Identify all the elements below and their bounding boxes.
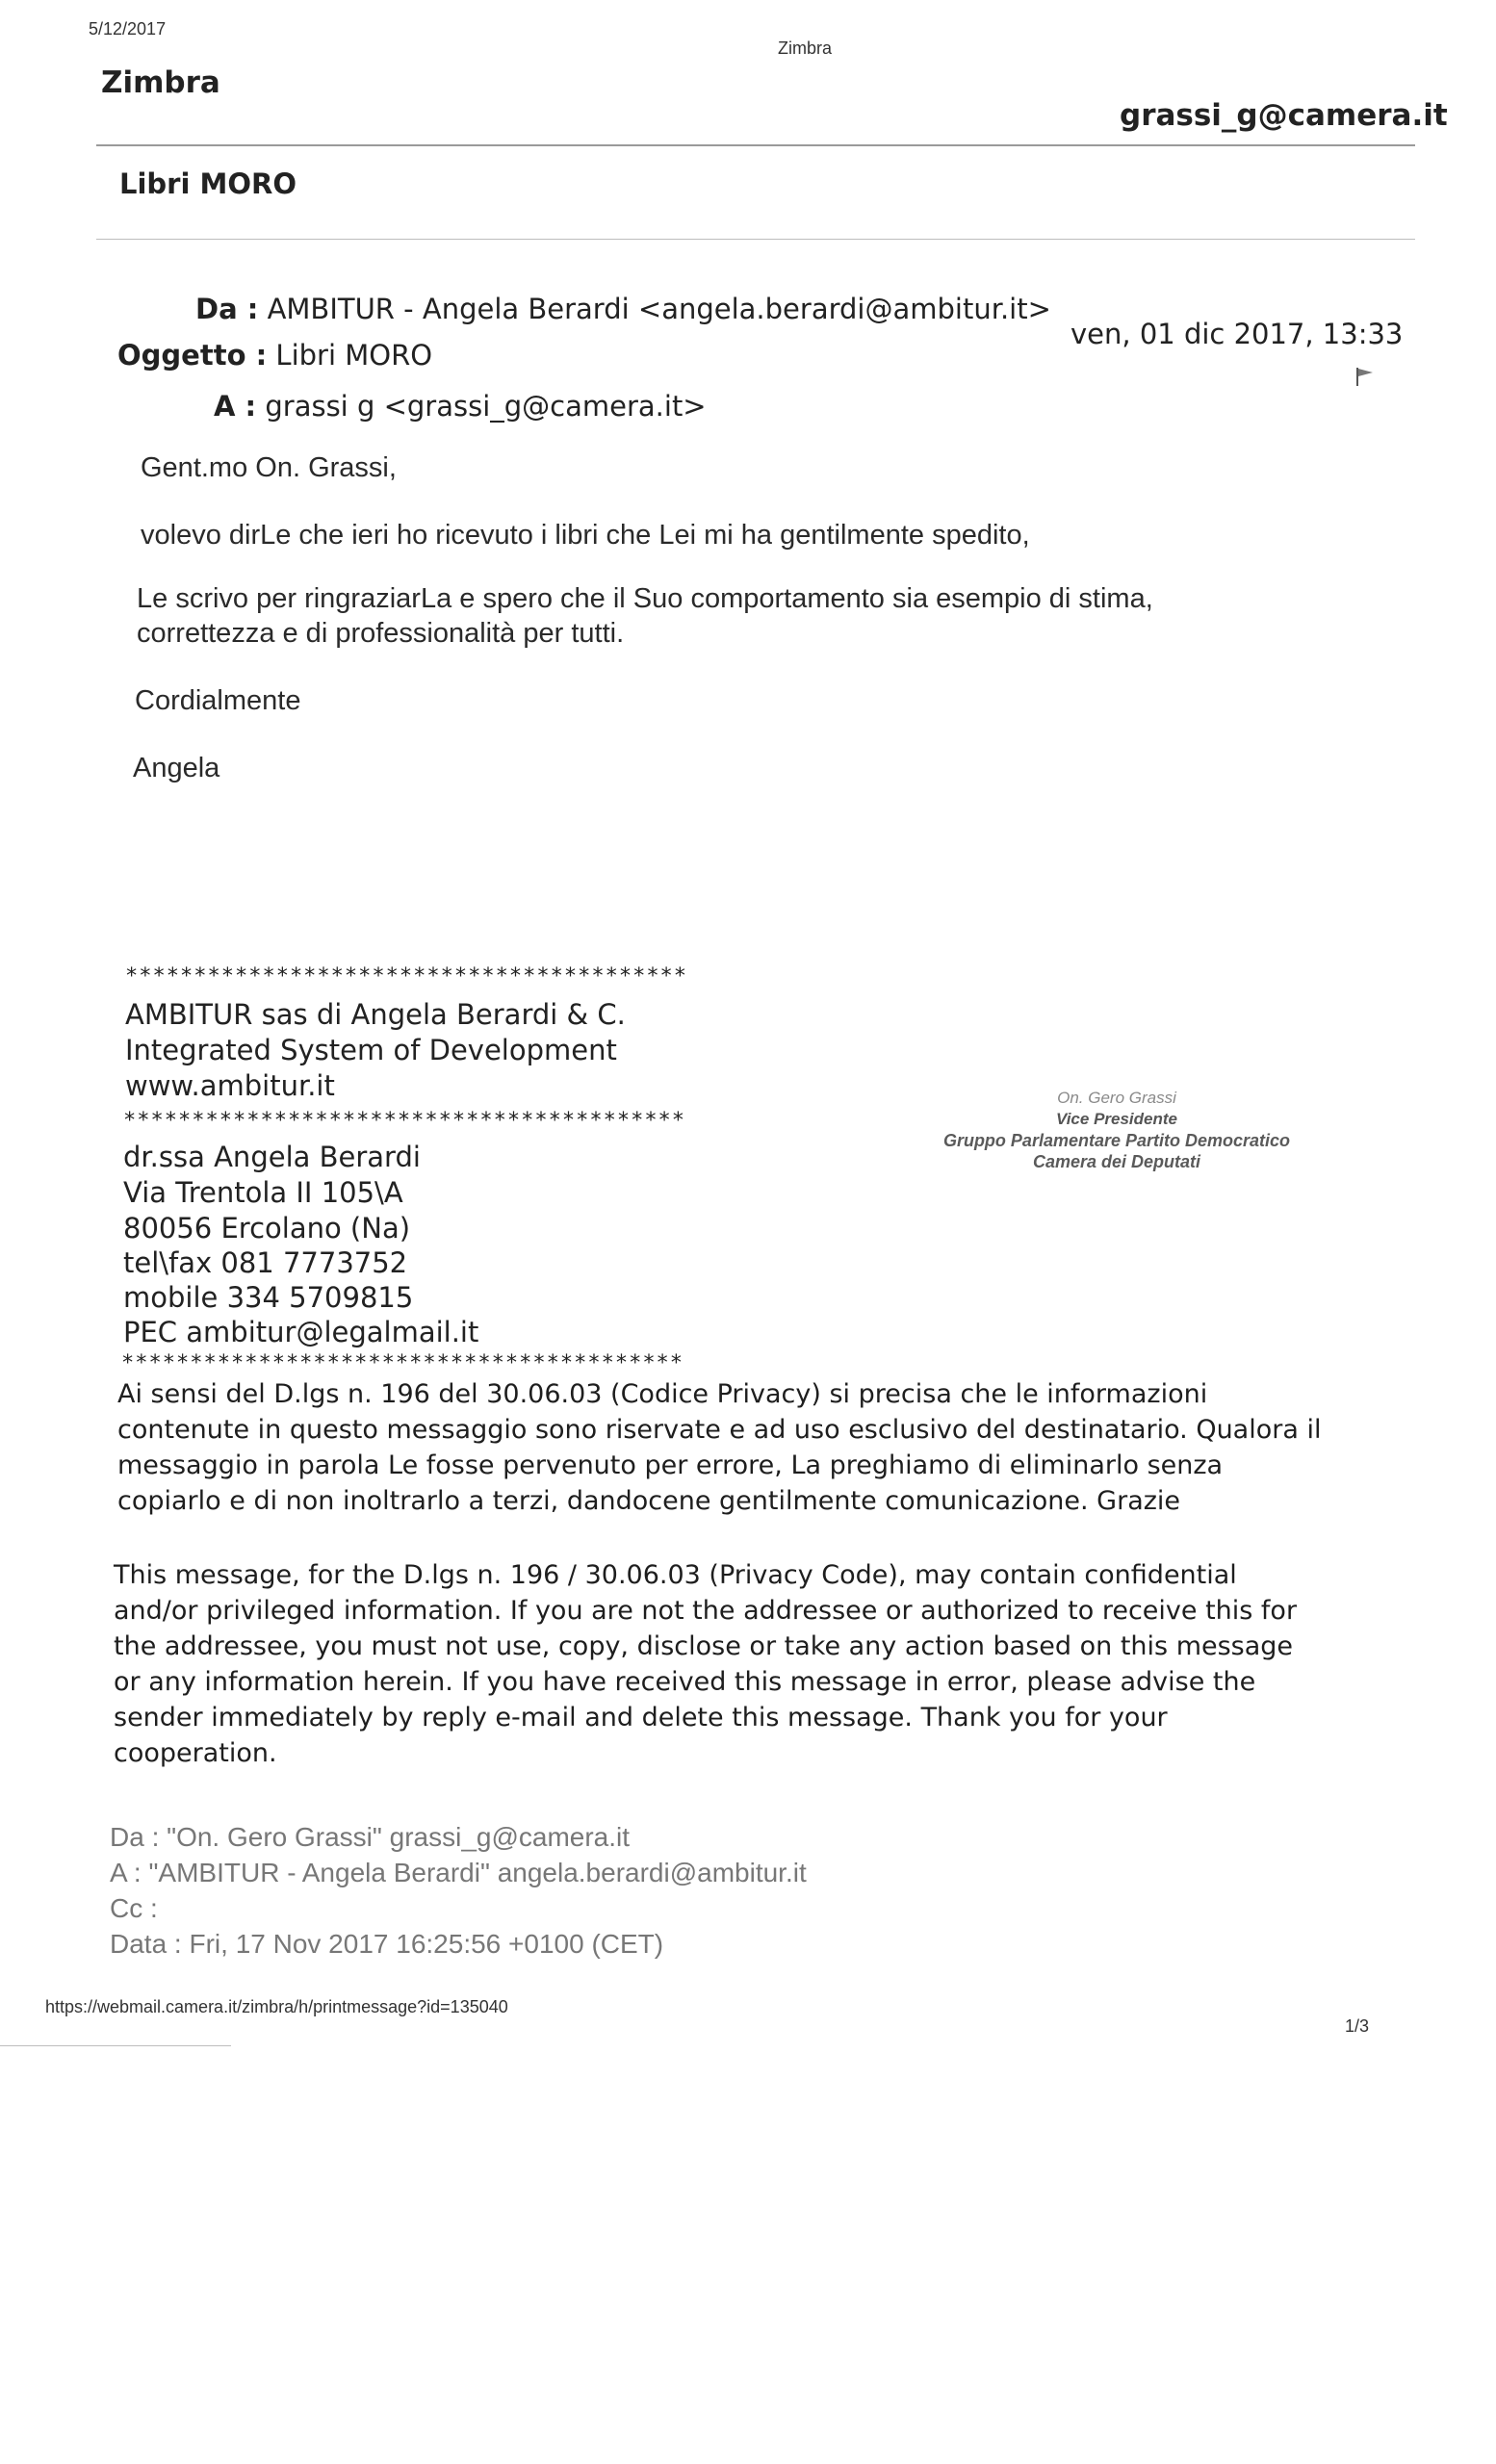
signature-stars-top: ***************************************** xyxy=(125,964,688,988)
quoted-to: A : "AMBITUR - Angela Berardi" angela.berardi@ambitur.it xyxy=(110,1858,807,1887)
disclaimer-en-line: or any information herein. If you have received this message in error, please advise the xyxy=(114,1667,1256,1697)
disclaimer-it-line: copiarlo e di non inoltrarlo a terzi, dandocene gentilmente comunicazione. Grazie xyxy=(117,1486,1181,1516)
from-value: AMBITUR - Angela Berardi <angela.berardi@ambitur.it> xyxy=(267,293,1051,325)
signature-city: 80056 Ercolano (Na) xyxy=(123,1212,411,1245)
from-label: Da : xyxy=(195,293,259,325)
stamp-group: Gruppo Parlamentare Partito Democratico xyxy=(942,1131,1291,1150)
disclaimer-en-line: cooperation. xyxy=(114,1738,277,1768)
app-name: Zimbra xyxy=(101,65,220,100)
body-signoff-name: Angela xyxy=(133,753,220,783)
stamp-chamber: Camera dei Deputati xyxy=(1032,1152,1201,1171)
message-date: ven, 01 dic 2017, 13:33 xyxy=(1070,318,1404,350)
body-line-1: volevo dirLe che ieri ho ricevuto i libri che Lei mi ha gentilmente spedito, xyxy=(141,520,1030,551)
signature-website[interactable]: www.ambitur.it xyxy=(125,1069,335,1102)
disclaimer-en-line: sender immediately by reply e-mail and delete this message. Thank you for your xyxy=(114,1703,1168,1732)
footer-rule xyxy=(0,2045,231,2046)
subject-title: Libri MORO xyxy=(119,167,297,200)
signature-stars-bottom: ***************************************** xyxy=(121,1351,684,1375)
subject-label: Oggetto : xyxy=(117,339,268,372)
to-row xyxy=(214,390,707,423)
signature-street: Via Trentola II 105\A xyxy=(123,1176,403,1209)
disclaimer-en-line: the addressee, you must not use, copy, disclose or take any action based on this message xyxy=(114,1631,1294,1661)
print-url: https://webmail.camera.it/zimbra/h/printmessage?id=135040 xyxy=(45,1997,508,2016)
body-closing: Cordialmente xyxy=(135,685,301,716)
page-number: 1/3 xyxy=(1345,2016,1370,2036)
disclaimer-en-line: and/or privileged information. If you are not the addressee or authorized to receive this for xyxy=(114,1596,1298,1626)
disclaimer-it-line: Ai sensi del D.lgs n. 196 del 30.06.03 (Codice Privacy) si precisa che le informazioni xyxy=(117,1379,1208,1409)
account-email: grassi_g@camera.it xyxy=(1120,98,1448,133)
flag-icon[interactable] xyxy=(1354,366,1376,387)
disclaimer-it-line: messaggio in parola Le fosse pervenuto per errore, La preghiamo di eliminarlo senza xyxy=(117,1450,1224,1480)
to-value: grassi g <grassi_g@camera.it> xyxy=(265,390,707,423)
body-line-2b: correttezza e di professionalità per tutti. xyxy=(137,618,625,649)
disclaimer-english xyxy=(114,1557,1346,1771)
subject-value: Libri MORO xyxy=(275,339,433,372)
header-rule xyxy=(96,144,1415,146)
signature-company: AMBITUR sas di Angela Berardi & C. xyxy=(125,998,626,1031)
signature-tagline: Integrated System of Development xyxy=(125,1034,617,1066)
print-date: 5/12/2017 xyxy=(89,19,167,38)
signature-stars-middle: ***************************************** xyxy=(123,1109,686,1133)
signature-pec: PEC ambitur@legalmail.it xyxy=(123,1316,479,1348)
signature-person: dr.ssa Angela Berardi xyxy=(123,1141,421,1173)
body-greeting: Gent.mo On. Grassi, xyxy=(141,452,397,483)
to-label: A : xyxy=(214,390,257,423)
from-row xyxy=(195,293,1051,325)
quoted-cc: Cc : xyxy=(110,1893,158,1923)
disclaimer-italian xyxy=(117,1376,1350,1519)
quoted-header xyxy=(110,1819,807,1962)
stamp-name: On. Gero Grassi xyxy=(1057,1089,1176,1107)
quoted-date: Data : Fri, 17 Nov 2017 16:25:56 +0100 (CET) xyxy=(110,1929,664,1959)
disclaimer-it-line: contenute in questo messaggio sono riservate e ad uso esclusivo del destinatario. Qualora il xyxy=(117,1415,1322,1445)
subject-rule xyxy=(96,239,1415,240)
stamp-role: Vice Presidente xyxy=(1056,1110,1177,1128)
print-center-title: Zimbra xyxy=(778,38,833,58)
signature-telfax: tel\fax 081 7773752 xyxy=(123,1246,408,1279)
subject-row xyxy=(117,339,432,372)
quoted-from: Da : "On. Gero Grassi" grassi_g@camera.it xyxy=(110,1822,631,1852)
body-line-2a: Le scrivo per ringraziarLa e spero che il Suo comportamento sia esempio di stima, xyxy=(137,583,1153,614)
signature-mobile: mobile 334 5709815 xyxy=(123,1281,414,1314)
disclaimer-en-line: This message, for the D.lgs n. 196 / 30.06.03 (Privacy Code), may contain confidential xyxy=(114,1560,1237,1590)
deputy-stamp xyxy=(915,1088,1319,1172)
